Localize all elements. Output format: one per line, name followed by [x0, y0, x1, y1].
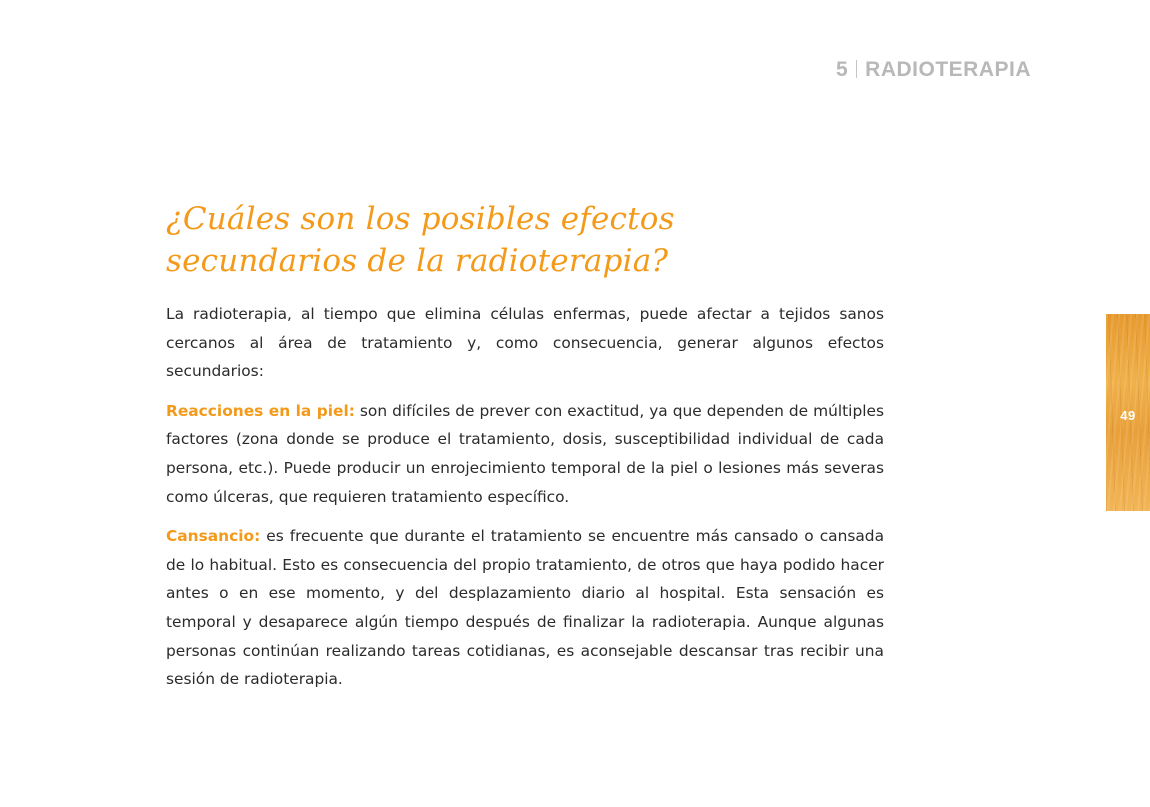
- fatigue-heading: Cansancio:: [166, 527, 261, 546]
- chapter-number: 5: [835, 58, 849, 81]
- chapter-side-tab: [1106, 314, 1150, 511]
- skin-reactions-paragraph: [166, 397, 884, 511]
- header-separator: [856, 60, 857, 78]
- title-line-1: ¿Cuáles son los posibles efectos: [166, 201, 675, 237]
- chapter-title: RADIOTERAPIA: [865, 58, 1031, 81]
- skin-reactions-text: son difíciles de prever con exactitud, ya que dependen de múltiples factores (zona donde se produce el tratamiento, dosis, susceptibilidad individual de cada persona, etc.). Puede producir un enrojecimiento temporal de la piel o lesiones más severas como úlceras, que requieren tratamiento específico.: [166, 401, 884, 506]
- running-header: [836, 58, 1031, 82]
- page-number: 49: [1120, 408, 1136, 423]
- body-content: [166, 300, 884, 705]
- intro-paragraph: La radioterapia, al tiempo que elimina células enfermas, puede afectar a tejidos sanos cercanos al área de tratamiento y, como consecuencia, generar algunos efectos secundarios:: [166, 305, 884, 381]
- skin-reactions-heading: Reacciones en la piel:: [166, 401, 355, 420]
- page-title: [166, 198, 886, 282]
- fatigue-paragraph: [166, 522, 884, 694]
- fatigue-text: es frecuente que durante el tratamiento se encuentre más cansado o cansada de lo habitual. Esto es consecuencia del propio tratamiento, de otros que haya podido hacer antes o en ese momento, y del desplazamiento diario al hospital. Esta sensación es temporal y desaparece algún tiempo después de finalizar la radioterapia. Aunque algunas personas continúan realizando tareas cotidianas, es aconsejable descansar tras recibir una sesión de radioterapia.: [166, 527, 884, 689]
- title-line-2: secundarios de la radioterapia?: [166, 243, 669, 279]
